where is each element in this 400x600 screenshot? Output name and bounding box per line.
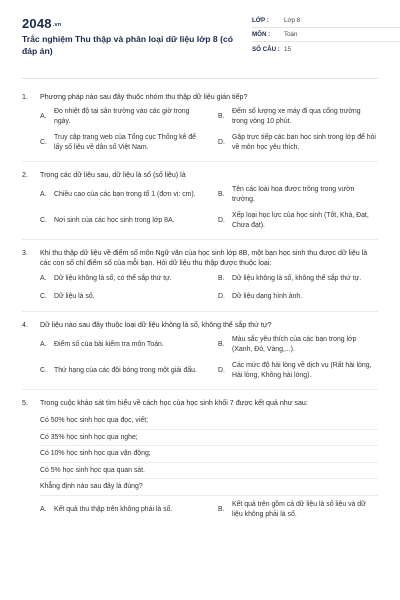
question-number: 1.: [22, 93, 28, 101]
meta-value: 15: [284, 45, 291, 53]
option-letter: A.: [40, 113, 47, 121]
question-text: Dữ liệu nào sau đây thuộc loại dữ liệu không là số, không thể sắp thứ tự?: [40, 321, 272, 329]
option-letter: B.: [218, 506, 225, 514]
option-b[interactable]: [218, 107, 378, 127]
option-c[interactable]: [40, 291, 200, 303]
option-text: Kết quả thu thập trên không phải là số.: [54, 506, 173, 514]
option-letter: B.: [218, 341, 225, 349]
header: [22, 14, 378, 92]
option-letter: B.: [218, 275, 225, 283]
question-number: 2.: [22, 171, 28, 179]
meta-row-class: [252, 14, 400, 28]
option-letter: B.: [218, 191, 225, 199]
question-number: 5.: [22, 399, 28, 407]
option-text: Màu sắc yêu thích của các bạn trong lớp (Xanh, Đỏ, Vàng,...).: [232, 336, 357, 353]
question-divider: [22, 239, 378, 240]
option-a[interactable]: [40, 185, 200, 205]
statement-line: Có 35% học sinh học qua nghe;: [40, 430, 378, 447]
option-letter: B.: [218, 113, 225, 121]
site-logo[interactable]: [22, 16, 61, 31]
question-header: [22, 398, 378, 408]
question-header: [22, 248, 378, 268]
option-c[interactable]: [40, 361, 200, 381]
meta-row-count: [252, 42, 400, 56]
option-letter: D.: [218, 293, 225, 301]
statement-line: Có 5% học sinh học qua quan sát.: [40, 463, 378, 480]
option-d[interactable]: [218, 211, 378, 231]
option-d[interactable]: [218, 133, 378, 153]
meta-table: [252, 14, 400, 56]
question-4: [22, 320, 378, 381]
option-letter: D.: [218, 139, 225, 147]
options-list: [40, 273, 378, 303]
option-b[interactable]: [218, 500, 378, 520]
meta-row-subject: [252, 28, 400, 42]
question-1: [22, 92, 378, 153]
question-5: [22, 398, 378, 520]
option-letter: A.: [40, 341, 47, 349]
option-letter: A.: [40, 191, 47, 199]
question-divider: [22, 161, 378, 162]
option-d[interactable]: [218, 361, 378, 381]
question-3: [22, 248, 378, 303]
question-text: Trong các dữ liệu sau, dữ liệu là số (số liệu) là: [40, 171, 186, 179]
option-text: Dữ liệu không là số, không thể sắp thứ tự.: [232, 275, 362, 283]
option-b[interactable]: [218, 185, 378, 205]
meta-value: Lớp 8: [284, 17, 301, 24]
option-c[interactable]: [40, 211, 200, 231]
question-text: Trong cuộc khảo sát tìm hiểu về cách học của học sinh khối 7 được kết quả như sau:: [40, 399, 308, 407]
meta-label: SỐ CÂU :: [252, 45, 280, 53]
question-text: Phương pháp nào sau đây thuộc nhóm thu thập dữ liệu gián tiếp?: [40, 93, 248, 101]
option-letter: C.: [40, 293, 47, 301]
question-number: 3.: [22, 249, 28, 257]
option-text: Nơi sinh của các học sinh trong lớp 8A.: [54, 217, 175, 225]
option-a[interactable]: [40, 273, 200, 285]
option-text: Dữ liệu là số.: [54, 293, 95, 301]
option-letter: C.: [40, 367, 47, 375]
question-2: [22, 170, 378, 231]
option-letter: C.: [40, 139, 47, 147]
option-b[interactable]: [218, 335, 378, 355]
question-number: 4.: [22, 321, 28, 329]
statement-prompt: Khẳng định nào sau đây là đúng?: [40, 479, 378, 496]
option-text: Dữ liệu dạng hình ảnh.: [232, 293, 303, 301]
meta-label: MÔN :: [252, 31, 271, 38]
question-text: Khi thu thập dữ liệu về điểm số môn Ngữ văn của học sinh lớp 8B, một bạn học sinh thu được dữ liệu là các con số chỉ điểm số của mỗi bạn. Hỏi dữ liệu thu thập được thuộc loại:: [40, 249, 368, 267]
option-a[interactable]: [40, 107, 200, 127]
question-divider: [22, 389, 378, 390]
meta-value: Toán: [284, 31, 298, 38]
question-header: [22, 92, 378, 102]
question-header: [22, 170, 378, 180]
option-d[interactable]: [218, 291, 378, 303]
option-a[interactable]: [40, 335, 200, 355]
option-text: Đo nhiệt độ tại sân trường vào các giờ trong ngày.: [54, 108, 190, 125]
options-list: [40, 107, 378, 153]
question-header: [22, 320, 378, 330]
option-letter: D.: [218, 367, 225, 375]
option-text: Tên các loài hoa được trồng trong vườn trường.: [232, 186, 355, 203]
option-text: Truy cập trang web của Tổng cục Thống kê để lấy số liệu về dân số Việt Nam.: [54, 134, 196, 151]
options-list: [40, 185, 378, 231]
option-b[interactable]: [218, 273, 378, 285]
option-letter: A.: [40, 506, 47, 514]
option-text: Gặp trực tiếp các bạn học sinh trong lớp để hỏi về môn học yêu thích.: [232, 134, 376, 151]
option-letter: C.: [40, 217, 47, 225]
option-text: Các mức độ hài lòng về dịch vụ (Rất hài lòng, Hài lòng, Không hài lòng).: [232, 362, 372, 379]
option-text: Thứ hạng của các đội bóng trong một giải đấu.: [54, 367, 197, 375]
option-letter: A.: [40, 275, 47, 283]
option-text: Dữ liệu không là số, có thể sắp thứ tự.: [54, 275, 172, 283]
logo-tld: .vn: [52, 22, 62, 28]
option-text: Kết quả trên gồm cả dữ liệu là số liệu và dữ liệu không phải là số.: [232, 501, 366, 518]
option-letter: D.: [218, 217, 225, 225]
option-c[interactable]: [40, 133, 200, 153]
option-text: Đếm số lượng xe máy đi qua cổng trường trong vòng 10 phút.: [232, 108, 361, 125]
option-text: Chiều cao của các bạn trong tổ 1 (đơn vị: cm).: [54, 191, 196, 199]
option-a[interactable]: [40, 500, 200, 520]
header-divider: [22, 78, 378, 79]
meta-label: LỚP :: [252, 17, 269, 24]
option-text: Điểm số của bài kiểm tra môn Toán.: [54, 341, 164, 349]
page-title: Trắc nghiệm Thu thập và phân loại dữ liệu lớp 8 (có đáp án): [22, 34, 233, 56]
logo-text: 2048: [22, 16, 52, 31]
options-list: [40, 500, 378, 520]
options-list: [40, 335, 378, 381]
statement-line: Có 50% học sinh học qua đọc, viết;: [40, 413, 378, 430]
question-divider: [22, 311, 378, 312]
option-text: Xếp loại học lực của học sinh (Tốt, Khá, Đạt, Chưa đạt).: [232, 212, 369, 229]
statement-line: Có 10% học sinh học qua vận động;: [40, 446, 378, 463]
